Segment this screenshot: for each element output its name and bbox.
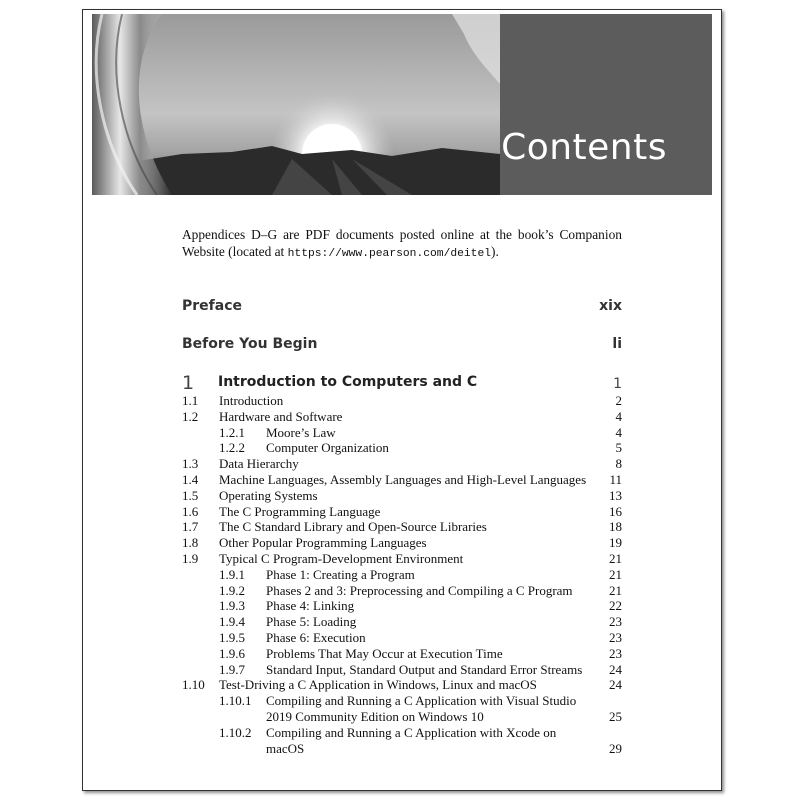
toc-entry-page: 4	[615, 424, 622, 440]
toc-entry-page: 24	[609, 677, 622, 693]
toc-entry-title: Phases 2 and 3: Preprocessing and Compiling a C Program	[266, 582, 573, 598]
toc-entry	[182, 598, 622, 614]
toc-entry-number: 1.7	[182, 519, 199, 535]
toc-entry-page: 21	[609, 582, 622, 598]
toc-entry-number: 1.10.1	[219, 693, 252, 709]
toc-entry-title: Phase 4: Linking	[266, 598, 355, 614]
preface-title: Preface	[182, 298, 242, 314]
toc-entry-number: 1.9.4	[219, 614, 245, 630]
toc-entry-page: 4	[615, 408, 622, 424]
toc-entry-title: Moore’s Law	[266, 424, 336, 440]
chapter-page: 1	[613, 376, 622, 392]
toc-entry	[182, 519, 622, 535]
toc-preface	[182, 298, 622, 314]
toc-entry-number: 1.2.1	[219, 424, 245, 440]
toc-entry-title: Compiling and Running a C Application with Visual Studio 2019 Community Edition on Windows 10	[266, 693, 577, 724]
toc-entry	[182, 504, 622, 520]
toc-entry	[182, 662, 622, 678]
toc-entry	[182, 409, 622, 425]
preface-page: xix	[599, 298, 622, 314]
toc-entry-page: 5	[615, 440, 622, 456]
toc-entry-page: 24	[609, 661, 622, 677]
toc-entry	[182, 677, 622, 693]
toc-entry-title: Computer Organization	[266, 440, 389, 456]
toc-entry-title: Introduction	[219, 393, 284, 408]
toc-entry	[182, 535, 622, 551]
appendix-note	[182, 226, 622, 263]
toc-entry-title: Standard Input, Standard Output and Standard Error Streams	[266, 661, 583, 677]
toc-entry-page: 25	[609, 708, 622, 724]
toc-entry	[182, 472, 622, 488]
toc-entry-title: Compiling and Running a C Application with Xcode on macOS	[266, 724, 557, 756]
toc-entry-page: 23	[609, 645, 622, 661]
toc-entry-number: 1.9.7	[219, 661, 245, 677]
toc-entry-number: 1.2	[182, 408, 199, 424]
toc-entry-title: Phase 6: Execution	[266, 629, 366, 645]
toc-entry-number: 1.9.5	[219, 629, 245, 645]
book-page	[82, 9, 722, 791]
toc-entry	[182, 693, 622, 725]
appendix-note-text: Appendices D–G are PDF documents posted online at the book’s Companion Website (located at	[182, 227, 622, 259]
toc-entry	[182, 551, 622, 567]
before-you-begin-title: Before You Begin	[182, 336, 318, 352]
toc-entry-title: The C Programming Language	[219, 503, 381, 519]
toc-entry-number: 1.1	[182, 393, 199, 408]
toc-entry-page: 23	[609, 614, 622, 630]
toc-entry-number: 1.5	[182, 487, 199, 503]
toc-entry-page: 23	[609, 629, 622, 645]
toc-entry-number: 1.10.2	[219, 724, 252, 740]
toc-entry-title: Machine Languages, Assembly Languages and High-Level Languages	[219, 471, 587, 487]
toc-entry-number: 1.9	[182, 550, 199, 566]
toc-entry	[182, 488, 622, 504]
toc-entry	[182, 630, 622, 646]
companion-website-url: https://www.pearson.com/deitel	[287, 248, 492, 260]
toc-entry-page: 21	[609, 550, 622, 566]
toc-entry-page: 16	[609, 503, 622, 519]
toc-entry-page: 19	[609, 535, 622, 551]
chapter-title: Introduction to Computers and C	[218, 374, 478, 390]
toc-entry-page: 22	[609, 598, 622, 614]
toc-entry-page: 18	[609, 519, 622, 535]
contents-title: Contents	[501, 127, 667, 168]
toc-before-you-begin	[182, 336, 622, 352]
toc-entry-number: 1.9.1	[219, 566, 245, 582]
toc-entry-page: 29	[609, 740, 622, 756]
toc-entry	[182, 646, 622, 662]
toc-entry	[182, 393, 622, 409]
toc-entry	[182, 614, 622, 630]
toc-entry-number: 1.9.6	[219, 645, 245, 661]
toc-entry-title: Typical C Program-Development Environment	[219, 550, 464, 566]
toc-entry-page: 8	[615, 456, 622, 472]
toc-entry-page: 13	[609, 487, 622, 503]
toc-entry-number: 1.6	[182, 503, 199, 519]
toc-entry-page: 2	[615, 393, 622, 408]
toc-entry-title: Phase 5: Loading	[266, 614, 357, 630]
toc-entry-number: 1.8	[182, 535, 199, 551]
toc-entry-page: 21	[609, 566, 622, 582]
toc-entry-title: Test-Driving a C Application in Windows, Linux and macOS	[219, 677, 537, 693]
appendix-note-end: ).	[491, 244, 499, 259]
toc-entry-title: The C Standard Library and Open-Source Libraries	[219, 519, 487, 535]
toc-entry-title: Hardware and Software	[219, 408, 343, 424]
toc-entry-number: 1.10	[182, 677, 205, 693]
toc-entry-title: Data Hierarchy	[219, 456, 299, 472]
toc-entry-page: 11	[609, 471, 622, 487]
toc-entry-title: Operating Systems	[219, 487, 318, 503]
toc-entry	[182, 456, 622, 472]
toc-entry-title: Other Popular Programming Languages	[219, 535, 427, 551]
toc-entry	[182, 567, 622, 583]
toc-entry-number: 1.2.2	[219, 440, 245, 456]
toc-entry	[182, 725, 622, 757]
toc-entry-title: Problems That May Occur at Execution Time	[266, 645, 503, 661]
chapter-number: 1	[182, 372, 195, 394]
toc-entry-title: Phase 1: Creating a Program	[266, 566, 415, 582]
toc-entry-list	[182, 393, 622, 756]
toc-entry	[182, 440, 622, 456]
toc-entry-number: 1.3	[182, 456, 199, 472]
toc-entry-number: 1.9.2	[219, 582, 245, 598]
toc-entry	[182, 425, 622, 441]
toc-entry	[182, 583, 622, 599]
toc-entry-number: 1.9.3	[219, 598, 245, 614]
before-you-begin-page: li	[612, 336, 622, 352]
toc-entry-number: 1.4	[182, 471, 199, 487]
